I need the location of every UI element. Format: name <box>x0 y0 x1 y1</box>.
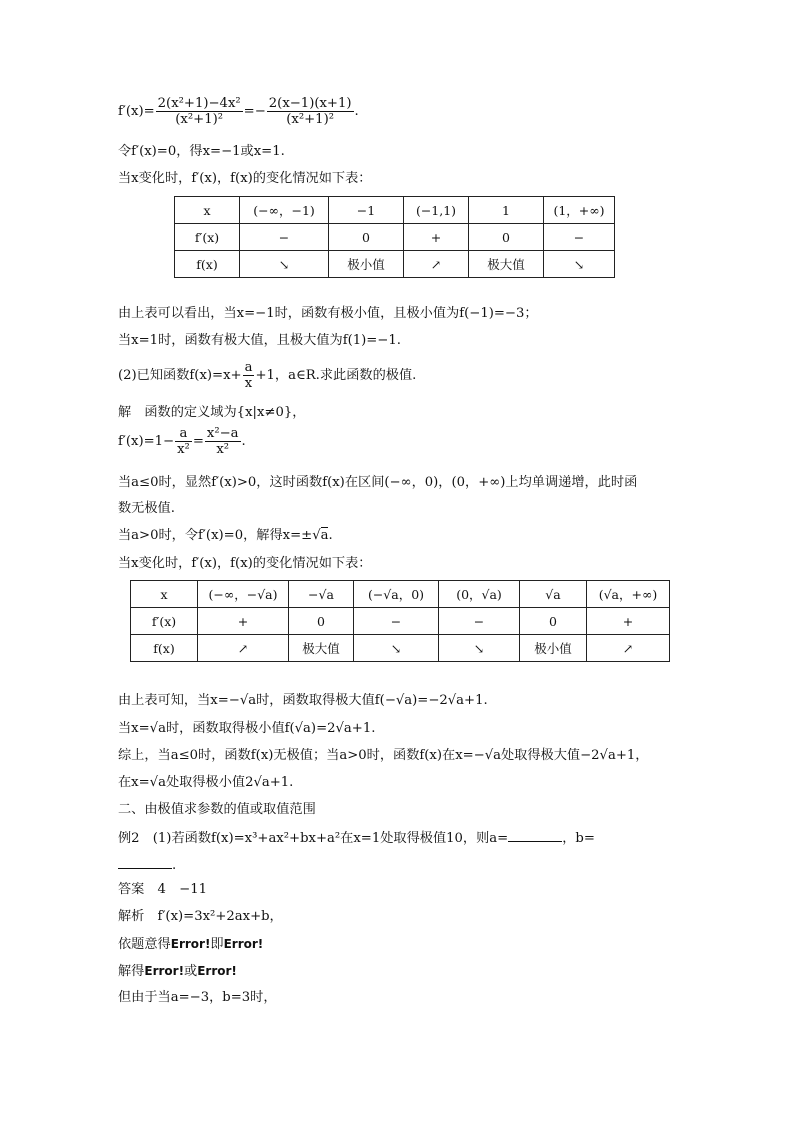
text-line: 由上表可知，当x=−√a时，函数取得极大值f(−√a)=−2√a+1. <box>118 693 488 708</box>
text-line: 当a>0时，令f′(x)=0，解得x=±√a. <box>118 528 333 543</box>
table-cell: −√a <box>289 581 354 608</box>
table-cell: (−√a，0) <box>354 581 439 608</box>
example-line: 例2 (1)若函数f(x)=x³+ax²+bx+a²在x=1处取得极值10，则a= ，b= <box>118 831 595 846</box>
answer-blank-a <box>508 829 562 842</box>
table-cell: (1，+∞) <box>544 197 615 224</box>
table-row <box>131 608 670 635</box>
text-line: 综上，当a≤0时，函数f(x)无极值；当a>0时，函数f(x)在x=−√a处取得极大值−2√a+1， <box>118 748 649 763</box>
table-row <box>175 197 615 224</box>
section-heading: 二、由极值求参数的值或取值范围 <box>118 802 316 817</box>
table-cell: ↗ <box>404 251 469 278</box>
table-cell: f′(x) <box>131 608 198 635</box>
table-cell: x <box>131 581 198 608</box>
table-cell: ↗ <box>198 635 289 662</box>
variation-table-1 <box>174 196 615 278</box>
table-cell: f(x) <box>175 251 240 278</box>
fraction: $\frac{\text{2(x²+1)−4x²}}{\text{(x²+1)²}}$ <box>157 96 241 127</box>
text-line: 当x=√a时，函数取得极小值f(√a)=2√a+1. <box>118 721 376 736</box>
derivative-line: f′(x)= $\frac{\text{2(x²+1)−4x²}}{\text{(x²+1)²}}$ =− $\frac{2(x-1)(x+1)}{\text{(x²+1)²}}$ . <box>118 96 359 127</box>
table-cell: (−1,1) <box>404 197 469 224</box>
table-cell: 0 <box>289 608 354 635</box>
text-line: 在x=√a处取得极小值2√a+1. <box>118 775 294 790</box>
table-cell: ↗ <box>587 635 670 662</box>
table-cell: −1 <box>329 197 404 224</box>
text-line: 当a≤0时，显然f′(x)>0，这时函数f(x)在区间(−∞，0)，(0，+∞)上均单调递增，此时函 <box>118 475 638 490</box>
table-row <box>175 224 615 251</box>
table-cell: x <box>175 197 240 224</box>
table-cell: ↘ <box>354 635 439 662</box>
table-cell: 极大值 <box>289 635 354 662</box>
table-cell: (−∞，−√a) <box>198 581 289 608</box>
table-cell: (0，√a) <box>439 581 520 608</box>
table-cell: 极小值 <box>329 251 404 278</box>
table-cell: − <box>354 608 439 635</box>
text-line: 当x变化时，f′(x)，f(x)的变化情况如下表： <box>118 556 372 571</box>
text-line: 依题意得Error!即Error! <box>118 937 264 952</box>
text-line: 解 函数的定义域为{x|x≠0}， <box>118 405 306 420</box>
fraction: $\frac{2(x-1)(x+1)}{\text{(x²+1)²}}$ <box>268 96 352 127</box>
answer-blank-b <box>118 856 172 869</box>
text-line: 当x=1时，函数有极大值，且极大值为f(1)=−1. <box>118 333 401 348</box>
table-cell: 0 <box>520 608 587 635</box>
table-cell: (−∞，−1) <box>240 197 329 224</box>
table-cell: ↘ <box>240 251 329 278</box>
fraction: $\frac{\text{x²−a}}{\text{x²}}$ <box>206 426 239 457</box>
table-cell: 0 <box>469 224 544 251</box>
variation-table-2 <box>130 580 670 662</box>
table-cell: + <box>587 608 670 635</box>
table-cell: 1 <box>469 197 544 224</box>
fraction: $\frac{a}{x}$ <box>244 360 253 391</box>
text-line: 但由于当a=−3，b=3时， <box>118 990 277 1005</box>
text-line: 当x变化时，f′(x)，f(x)的变化情况如下表： <box>118 171 372 186</box>
table-cell: − <box>439 608 520 635</box>
table-cell: f′(x) <box>175 224 240 251</box>
question-line: (2)已知函数f(x)=x+ $\frac{a}{x}$ +1，a∈R.求此函数的极值. <box>118 360 417 391</box>
text-line: 解得Error!或Error! <box>118 964 237 979</box>
table-row <box>175 251 615 278</box>
table-cell: 极小值 <box>520 635 587 662</box>
table-cell: 0 <box>329 224 404 251</box>
table-row <box>131 635 670 662</box>
table-row <box>131 581 670 608</box>
table-cell: ↘ <box>544 251 615 278</box>
table-cell: + <box>404 224 469 251</box>
table-cell: 极大值 <box>469 251 544 278</box>
table-cell: (√a，+∞) <box>587 581 670 608</box>
derivative-line: f′(x)=1− $\frac{a}{\text{x²}}$ = $\frac{\text{x²−a}}{\text{x²}}$ . <box>118 426 246 457</box>
table-cell: f(x) <box>131 635 198 662</box>
table-cell: √a <box>520 581 587 608</box>
text-line: 由上表可以看出，当x=−1时，函数有极小值，且极小值为f(−1)=−3； <box>118 306 538 321</box>
text-line: 数无极值. <box>118 501 175 516</box>
answer-line: 答案 4 −11 <box>118 882 207 897</box>
table-cell: − <box>240 224 329 251</box>
analysis-line: 解析 f′(x)=3x²+2ax+b， <box>118 909 283 924</box>
fraction: $\frac{a}{\text{x²}}$ <box>177 426 190 457</box>
table-cell: ↘ <box>439 635 520 662</box>
table-cell: + <box>198 608 289 635</box>
table-cell: − <box>544 224 615 251</box>
example-line-cont: . <box>118 856 176 875</box>
text-line: 令f′(x)=0，得x=−1或x=1. <box>118 144 285 159</box>
